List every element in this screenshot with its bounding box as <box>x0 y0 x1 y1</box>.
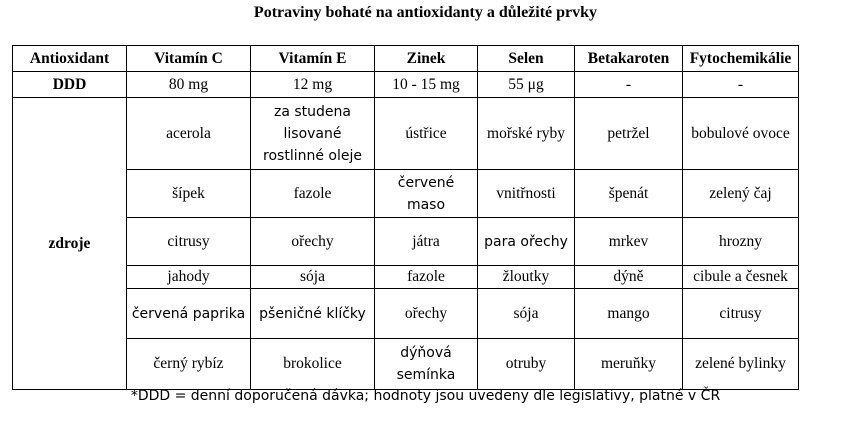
header-cell: Vitamín C <box>127 46 251 72</box>
table-cell: sója <box>478 289 575 339</box>
table-cell: hrozny <box>683 218 799 266</box>
header-cell: Fytochemikálie <box>683 46 799 72</box>
table-cell: otruby <box>478 339 575 390</box>
table-cell: jahody <box>127 266 251 289</box>
table-cell: pšeničné klíčky <box>251 289 375 339</box>
table-cell: ořechy <box>251 218 375 266</box>
sources-label: zdroje <box>13 98 127 390</box>
table-cell: bobulové ovoce <box>683 98 799 170</box>
table-cell: citrusy <box>683 289 799 339</box>
ddd-row <box>13 72 799 98</box>
ddd-value: 80 mg <box>127 72 251 98</box>
antioxidant-table <box>12 45 799 390</box>
table-cell: brokolice <box>251 339 375 390</box>
table-cell: vnitřnosti <box>478 170 575 218</box>
table-cell: dýně <box>575 266 683 289</box>
header-cell: Betakaroten <box>575 46 683 72</box>
table-row <box>13 218 799 266</box>
table-cell: mořské ryby <box>478 98 575 170</box>
table-cell: ústřice <box>375 98 478 170</box>
ddd-label: DDD <box>13 72 127 98</box>
table-cell: zelený čaj <box>683 170 799 218</box>
table-cell: zelené bylinky <box>683 339 799 390</box>
table-cell: meruňky <box>575 339 683 390</box>
table-cell: žloutky <box>478 266 575 289</box>
table-cell: za studena lisované rostlinné oleje <box>251 98 375 170</box>
table-row <box>13 98 799 170</box>
table-cell: šípek <box>127 170 251 218</box>
table-row <box>13 170 799 218</box>
ddd-value: - <box>575 72 683 98</box>
table-cell: fazole <box>375 266 478 289</box>
header-cell: Zinek <box>375 46 478 72</box>
table-cell: špenát <box>575 170 683 218</box>
table-cell: červená paprika <box>127 289 251 339</box>
table-cell: mrkev <box>575 218 683 266</box>
footnote: *DDD = denní doporučená dávka; hodnoty jsou uvedeny dle legislativy, platné v ČR <box>130 388 721 404</box>
table-cell: sója <box>251 266 375 289</box>
table-cell: dýňová semínka <box>375 339 478 390</box>
table-cell: ořechy <box>375 289 478 339</box>
ddd-value: - <box>683 72 799 98</box>
ddd-value: 12 mg <box>251 72 375 98</box>
table-row <box>13 289 799 339</box>
table-cell: červené maso <box>375 170 478 218</box>
table-cell: mango <box>575 289 683 339</box>
table-cell: para ořechy <box>478 218 575 266</box>
table-cell: cibule a česnek <box>683 266 799 289</box>
table-row <box>13 266 799 289</box>
page-title: Potraviny bohaté na antioxidanty a důležité prvky <box>253 4 598 21</box>
header-cell: Selen <box>478 46 575 72</box>
header-row <box>13 46 799 72</box>
table-row <box>13 339 799 390</box>
table-cell: černý rybíz <box>127 339 251 390</box>
table-cell: citrusy <box>127 218 251 266</box>
header-cell: Antioxidant <box>13 46 127 72</box>
table-cell: fazole <box>251 170 375 218</box>
header-cell: Vitamín E <box>251 46 375 72</box>
ddd-value: 55 μg <box>478 72 575 98</box>
ddd-value: 10 - 15 mg <box>375 72 478 98</box>
table-cell: acerola <box>127 98 251 170</box>
table-cell: játra <box>375 218 478 266</box>
table-cell: petržel <box>575 98 683 170</box>
